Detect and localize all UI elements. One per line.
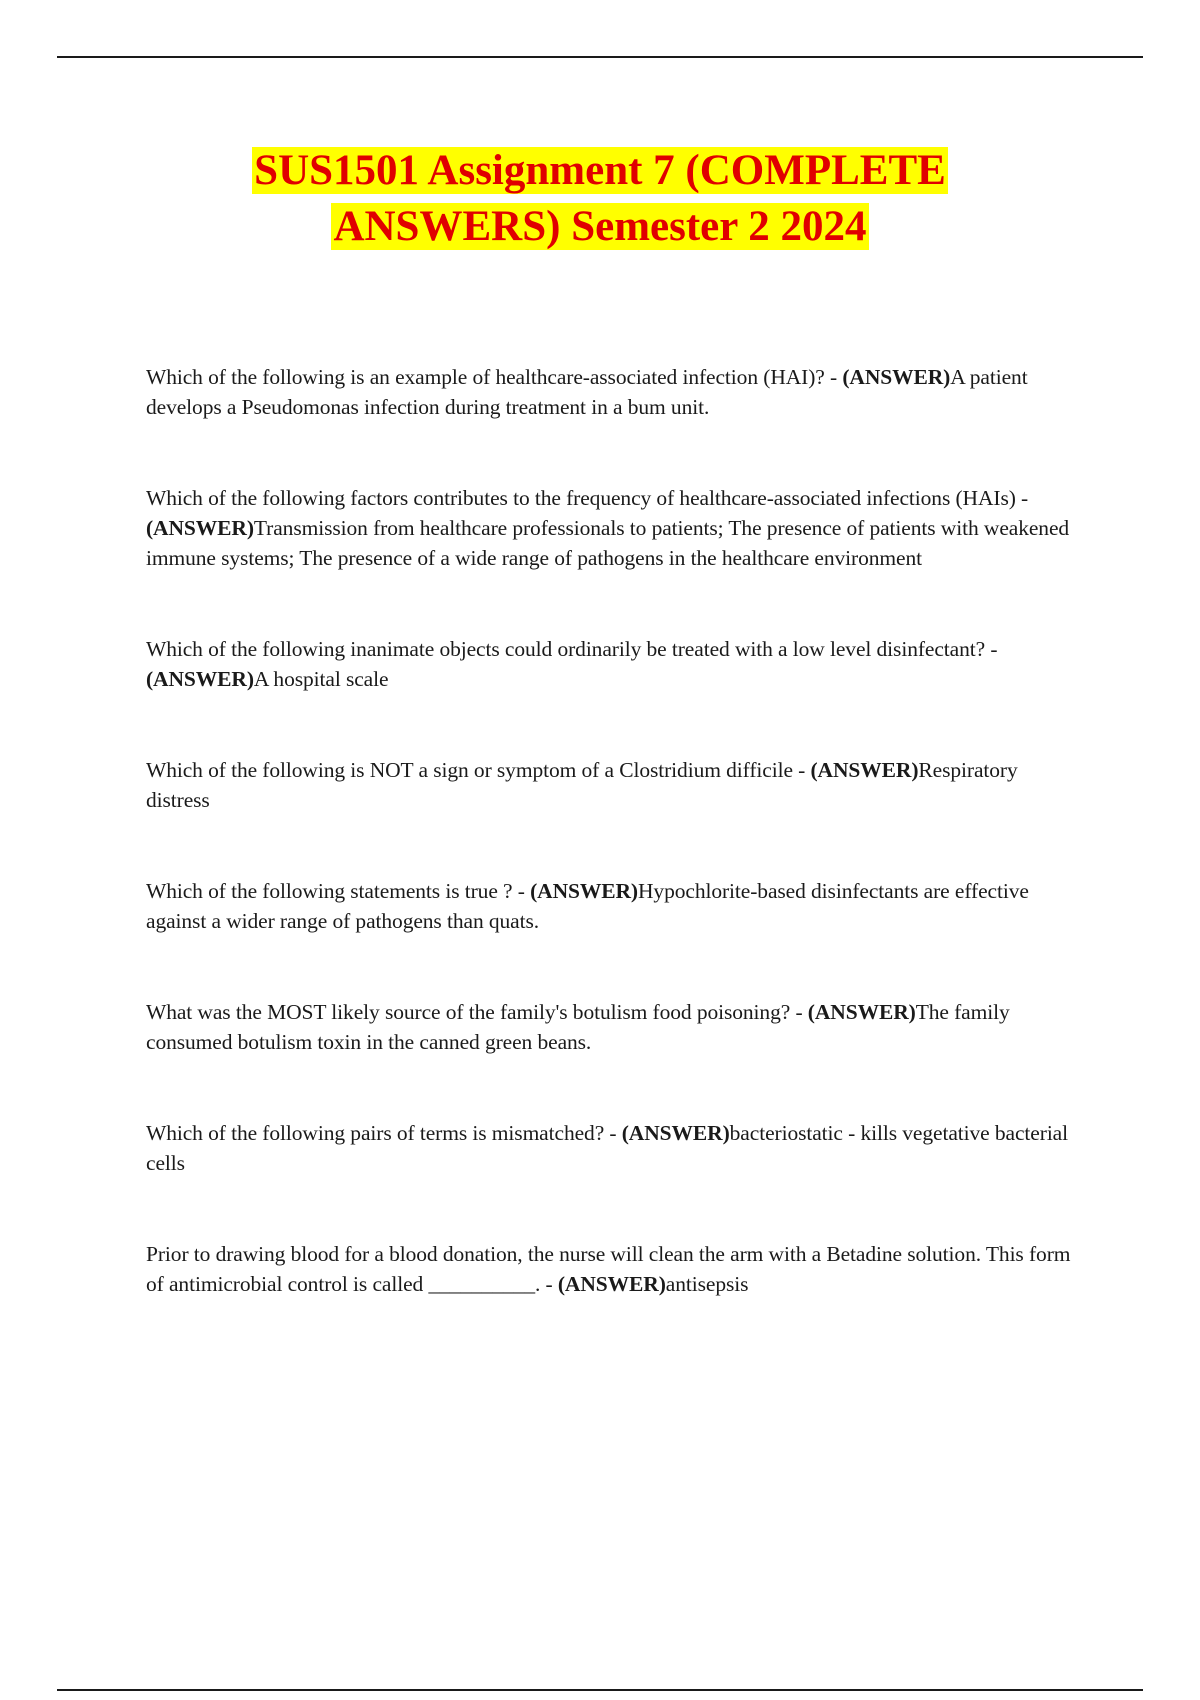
question-text: Which of the following factors contributes to the frequency of healthcare-associated infections (HAIs) - xyxy=(146,486,1029,510)
answer-marker: (ANSWER) xyxy=(530,879,638,903)
answer-marker: (ANSWER) xyxy=(842,365,951,389)
qa-item xyxy=(146,362,1086,422)
question-text: Which of the following statements is true ? - xyxy=(146,879,531,903)
question-text: Which of the following is an example of healthcare-associated infection (HAI)? - xyxy=(146,365,843,389)
qa-item xyxy=(146,755,1086,815)
qa-item xyxy=(146,997,1086,1057)
bottom-rule xyxy=(57,1689,1143,1691)
top-rule xyxy=(57,56,1143,58)
qa-item xyxy=(146,1239,1086,1299)
answer-text: Hypochlorite-based disinfectants are effective against a wider range of pathogens than quats. xyxy=(146,879,1029,933)
qa-item xyxy=(146,634,1086,694)
qa-item xyxy=(146,876,1086,936)
question-text: What was the MOST likely source of the family's botulism food poisoning? - xyxy=(146,1000,808,1024)
question-text: Which of the following is NOT a sign or symptom of a Clostridium difficile - xyxy=(146,758,811,782)
answer-text: Transmission from healthcare professionals to patients; The presence of patients with weakened immune systems; The presence of a wide range of pathogens in the healthcare environment xyxy=(146,516,1070,570)
question-text: Which of the following pairs of terms is mismatched? - xyxy=(146,1121,622,1145)
answer-marker: (ANSWER) xyxy=(557,1272,666,1296)
title-line-1: SUS1501 Assignment 7 (COMPLETE xyxy=(254,147,946,194)
answer-marker: (ANSWER) xyxy=(621,1121,730,1145)
answer-text: A hospital scale xyxy=(253,667,389,691)
answer-marker: (ANSWER) xyxy=(807,1000,916,1024)
qa-item xyxy=(146,483,1086,573)
qa-list xyxy=(146,362,1086,1360)
answer-text: antisepsis xyxy=(665,1272,749,1296)
answer-text: A patient develops a Pseudomonas infection during treatment in a bum unit. xyxy=(146,365,1028,419)
question-text: Which of the following inanimate objects could ordinarily be treated with a low level disinfectant? - xyxy=(146,637,998,661)
answer-text: Respiratory distress xyxy=(146,758,1018,812)
question-text: Prior to drawing blood for a blood donation, the nurse will clean the arm with a Betadine solution. This form of antimicrobial control is called __________. - xyxy=(146,1242,1071,1296)
answer-text: bacteriostatic - kills vegetative bacterial cells xyxy=(146,1121,1069,1175)
qa-item xyxy=(146,1118,1086,1178)
title-line-2: ANSWERS) Semester 2 2024 xyxy=(333,203,867,250)
answer-marker: (ANSWER) xyxy=(810,758,919,782)
document-title xyxy=(100,143,1100,255)
answer-marker: (ANSWER) xyxy=(146,516,254,540)
answer-marker: (ANSWER) xyxy=(146,667,254,691)
answer-text: The family consumed botulism toxin in the canned green beans. xyxy=(146,1000,1010,1054)
